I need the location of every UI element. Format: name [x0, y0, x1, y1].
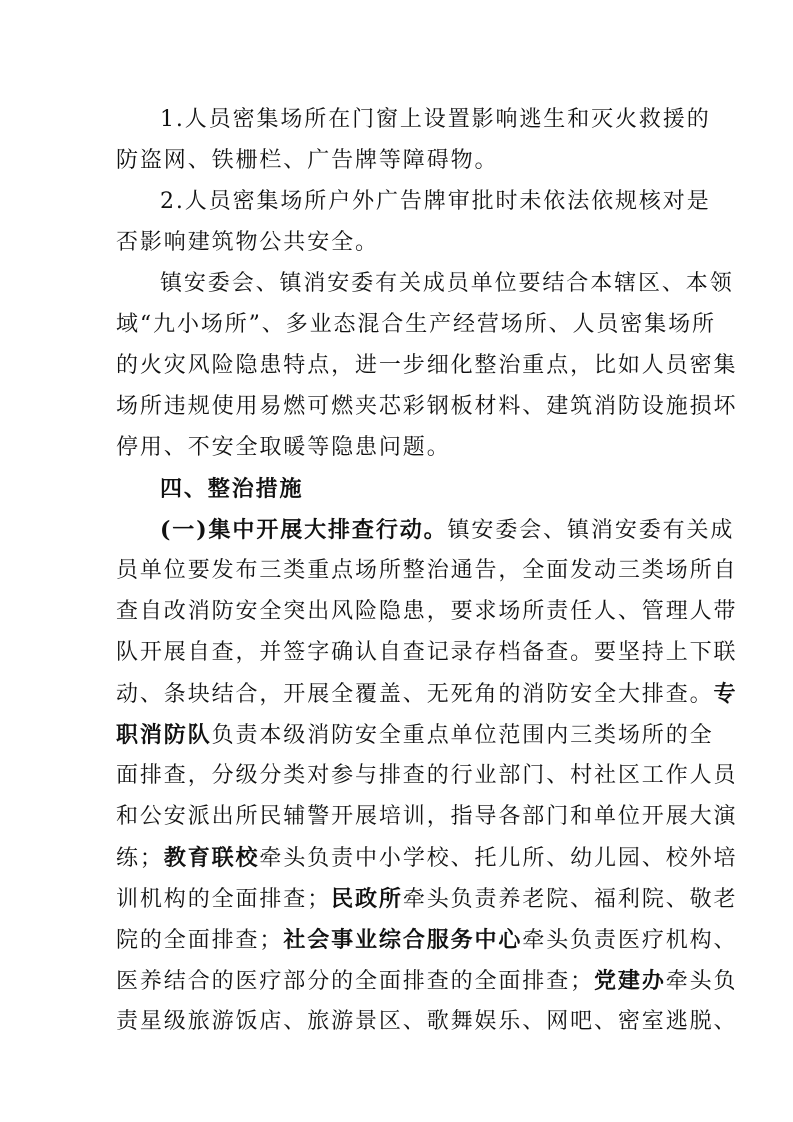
text-line: 域“九小场所”、多业态混合生产经营场所、人员密集场所	[116, 312, 716, 337]
subsection-title: (一)集中开展大排查行动。	[160, 517, 448, 543]
text-line: 场所违规使用易燃可燃夹芯彩钢板材料、建筑消防设施损坏	[116, 394, 738, 419]
bold-span: 教育联校	[163, 845, 260, 871]
text-span: 负责本级消防安全重点单位范围内三类场所的全	[211, 723, 714, 748]
text-line: 否影响建筑物公共安全。	[116, 230, 379, 255]
bold-span: 民政所	[331, 886, 403, 912]
text-line	[160, 508, 734, 552]
text-span: 医养结合的医疗部分的全面排查的全面排查；	[116, 969, 595, 994]
text-line	[116, 836, 737, 880]
text-span: 牵头负责中小学校、托儿所、幼儿园、校外培	[259, 846, 738, 871]
text-span: 牵头负	[665, 969, 738, 994]
text-line: 队开展自查，并签字确认自查记录存档备查。要坚持上下联	[116, 640, 738, 665]
bold-span: 专	[713, 681, 738, 707]
text-line: 2.人员密集场所户外广告牌审批时未依法依规核对是	[160, 189, 711, 214]
text-span: 动、条块结合，开展全覆盖、无死角的消防安全大排查。	[116, 682, 714, 707]
bold-span: 社会事业综合服务中心	[283, 927, 523, 953]
text-line	[116, 713, 714, 757]
text-line: 查自改消防安全突出风险隐患，要求场所责任人、管理人带	[116, 599, 738, 624]
text-line: 停用、不安全取暖等隐患问题。	[116, 435, 451, 460]
text-span: 练；	[116, 846, 164, 871]
text-line: 镇安委会、镇消安委有关成员单位要结合本辖区、本领	[160, 271, 734, 296]
section-heading: 四、整治措施	[160, 476, 304, 502]
text-line	[116, 918, 737, 962]
text-line: 1.人员密集场所在门窗上设置影响逃生和灭火救援的	[160, 107, 711, 132]
text-line: 面排查，分级分类对参与排查的行业部门、村社区工作人员	[116, 763, 738, 788]
text-line	[116, 959, 737, 1003]
text-line: 和公安派出所民辅警开展培训，指导各部门和单位开展大演	[116, 804, 738, 829]
text-line: 员单位要发布三类重点场所整治通告，全面发动三类场所自	[116, 558, 738, 583]
text-line	[116, 672, 737, 716]
text-line: 防盗网、铁栅栏、广告牌等障碍物。	[116, 148, 499, 173]
bold-span: 职消防队	[116, 722, 212, 748]
text-span: 牵头负责医疗机构、	[522, 928, 738, 953]
text-line	[116, 877, 737, 921]
text-line: 责星级旅游饭店、旅游景区、歌舞娱乐、网吧、密室逃脱、	[116, 1009, 738, 1034]
bold-span: 党建办	[594, 968, 666, 994]
text-span: 牵头负责养老院、福利院、敬老	[402, 887, 738, 912]
text-span: 院的全面排查；	[116, 928, 284, 953]
text-span: 镇安委会、镇消安委有关成	[447, 518, 735, 543]
text-span: 训机构的全面排查；	[116, 887, 332, 912]
text-line: 的火灾风险隐患特点，进一步细化整治重点，比如人员密集	[116, 353, 738, 378]
